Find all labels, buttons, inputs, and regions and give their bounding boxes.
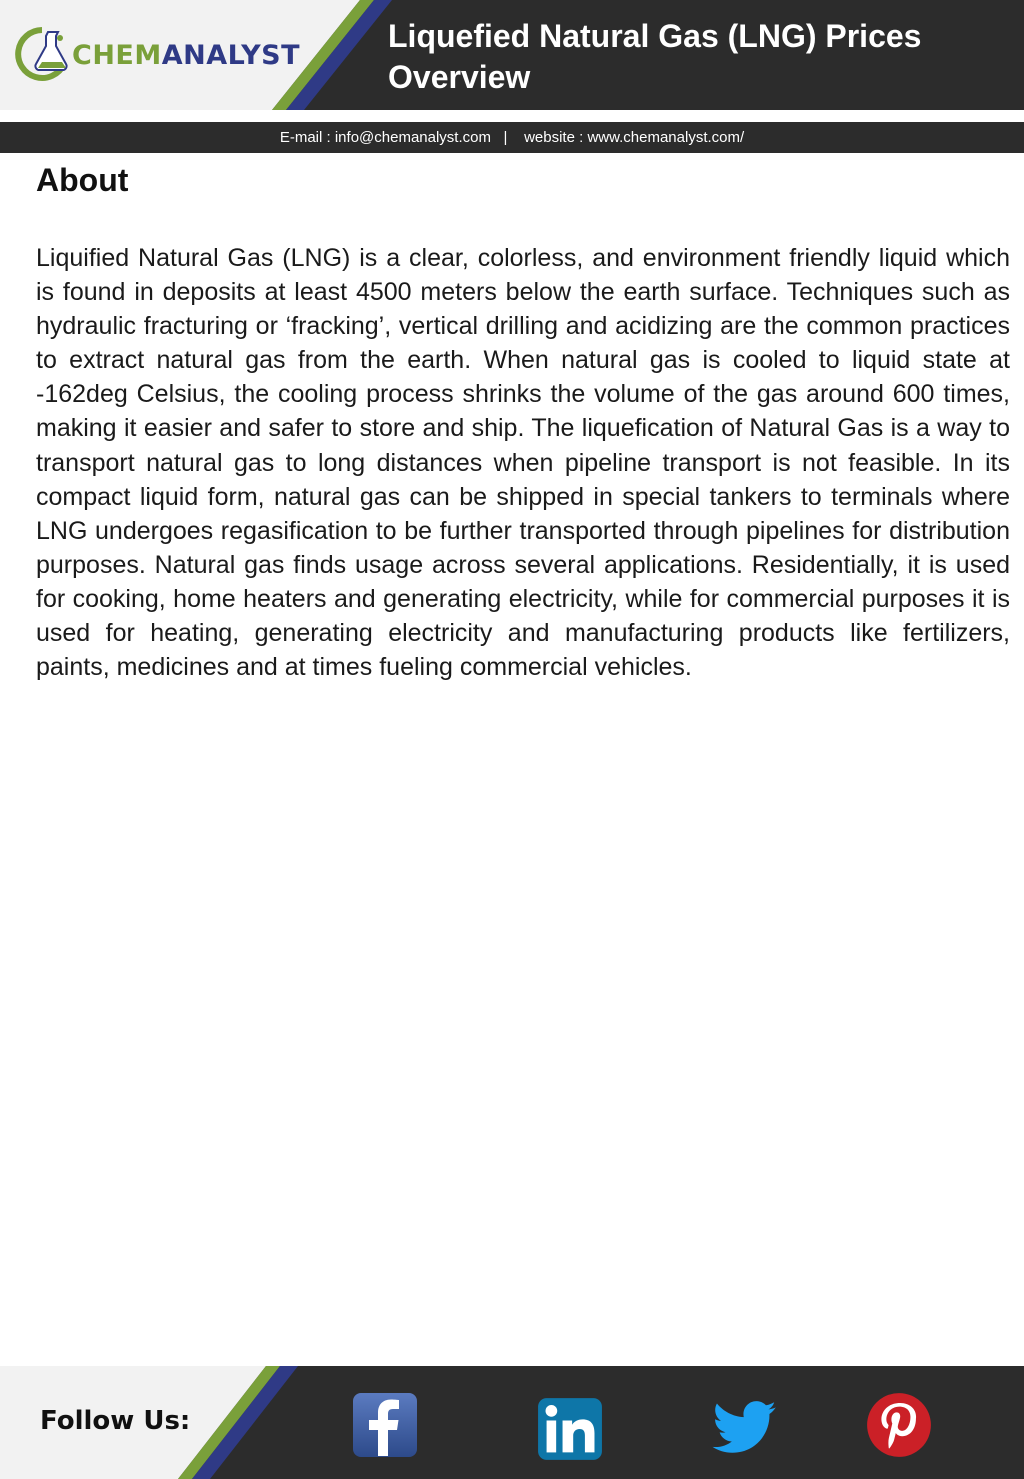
follow-us-label: Follow Us:	[40, 1406, 191, 1436]
logo-wordmark	[72, 40, 300, 71]
about-paragraph: Liquified Natural Gas (LNG) is a clear, colorless, and environment friendly liquid which is found in deposits at least 4500 meters below the earth surface. Techniques such as hydraulic fracturing or ‘fracking’, vertical drilling and acidizing are the common practices to extract natural gas from the earth. When natural gas is cooled to liquid state at -162deg Celsius, the cooling process shrinks the volume of the gas around 600 times, making it easier and safer to store and ship. The liquefication of Natural Gas is a way to transport natural gas to long distances when pipeline transport is not feasible. In its compact liquid form, natural gas can be shipped in special tankers to terminals where LNG undergoes regasification to be further transported through pipelines for distribution purposes. Natural gas finds usage across several applications. Residentially, it is used for cooking, home heaters and generating electricity, while for commercial purposes it is used for heating, generating electricity and manufacturing products like fertilizers, paints, medicines and at times fueling commercial vehicles.	[36, 244, 1010, 682]
flask-logo-icon	[12, 26, 76, 82]
linkedin-icon[interactable]	[537, 1396, 603, 1462]
twitter-icon[interactable]	[712, 1396, 778, 1462]
website-label[interactable]: website : www.chemanalyst.com/	[524, 129, 745, 146]
chemanalyst-logo	[12, 26, 302, 82]
page-header	[0, 0, 1024, 110]
pinterest-icon[interactable]	[866, 1392, 932, 1458]
email-label[interactable]: E-mail : info@chemanalyst.com	[279, 129, 491, 146]
contact-separator: |	[503, 129, 508, 146]
logo-text-chem: CHEM	[72, 40, 162, 71]
page-title: Liquefied Natural Gas (LNG) Prices Overview	[388, 18, 922, 95]
contact-bar	[0, 122, 1024, 153]
logo-text-analyst: ANALYST	[161, 40, 301, 71]
facebook-icon[interactable]	[352, 1392, 418, 1458]
page-footer	[0, 1366, 1024, 1479]
section-heading: About	[36, 162, 129, 198]
